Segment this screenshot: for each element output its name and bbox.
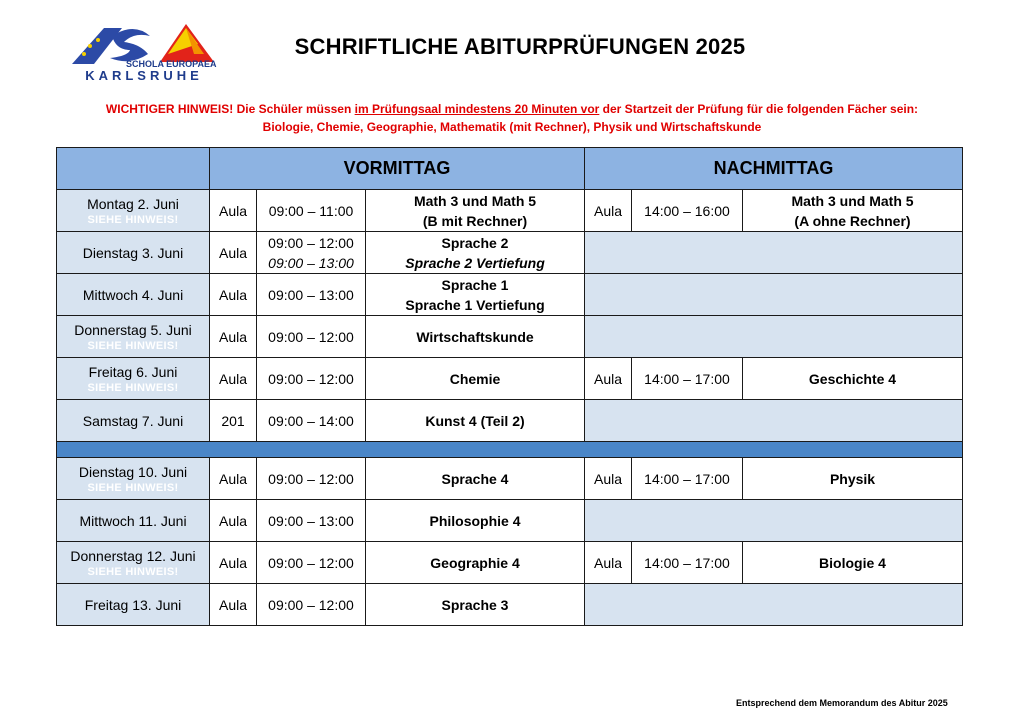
pm-subject-cell [743,458,963,500]
am-subject-cell [366,400,585,442]
pm-time: 14:00 – 17:00 [632,458,743,500]
header-day-cell [57,148,210,190]
am-time-alt: 09:00 – 13:00 [268,254,354,271]
am-subject-cell [366,458,585,500]
hint-label: SIEHE HINWEIS! [87,381,179,394]
am-time-cell [257,190,366,232]
day-cell [57,232,210,274]
am-subject: Sprache 2 [441,234,509,251]
pm-time: 14:00 – 16:00 [632,190,743,232]
pm-empty-cell [585,400,963,442]
day-name: Mittwoch 4. Juni [82,286,184,303]
pm-room: Aula [585,358,632,400]
pm-time: 14:00 – 17:00 [632,542,743,584]
notice-lead: WICHTIGER HINWEIS! Die Schüler müssen [105,102,355,116]
day-name: Dienstag 10. Juni [78,463,188,480]
day-cell [57,190,210,232]
am-time-cell [257,584,366,626]
am-subject: Wirtschaftskunde [416,328,534,345]
schedule-row [57,458,963,500]
day-cell [57,400,210,442]
am-subject: Sprache 3 [441,596,509,613]
schedule-row [57,542,963,584]
am-subject-cell [366,500,585,542]
am-room: Aula [210,316,257,358]
day-name: Freitag 13. Juni [84,596,182,613]
pm-empty-cell [585,584,963,626]
hint-label: SIEHE HINWEIS! [87,565,179,578]
am-subject-cell [366,274,585,316]
header-afternoon [585,148,963,190]
notice-line-1 [40,100,984,118]
am-time: 09:00 – 12:00 [268,596,354,613]
week-separator [57,442,963,458]
am-room: Aula [210,232,257,274]
schedule-row [57,500,963,542]
header-row [57,148,963,190]
am-subject-detail: Sprache 2 Vertiefung [405,254,545,271]
day-name: Freitag 6. Juni [88,363,178,380]
schedule-row [57,232,963,274]
am-time: 09:00 – 12:00 [268,370,354,387]
morning-label: VORMITTAG [343,158,451,178]
am-time: 09:00 – 14:00 [268,412,354,429]
pm-subject: Geschichte 4 [808,370,897,387]
day-cell [57,458,210,500]
day-name: Dienstag 3. Juni [82,244,184,261]
pm-subject: Physik [829,470,876,487]
hint-label: SIEHE HINWEIS! [87,339,179,352]
am-time-cell [257,458,366,500]
am-time: 09:00 – 13:00 [268,286,354,303]
notice-underlined: im Prüfungsaal mindestens 20 Minuten vor [354,102,600,116]
am-time: 09:00 – 12:00 [268,328,354,345]
pm-subject-detail: (A ohne Rechner) [794,212,911,229]
pm-time: 14:00 – 17:00 [632,358,743,400]
day-name: Montag 2. Juni [87,195,179,212]
am-subject: Kunst 4 (Teil 2) [425,412,525,429]
pm-empty-cell [585,232,963,274]
notice-subjects: Biologie, Chemie, Geographie, Mathematik (mit Rechner), Physik und Wirtschaftskunde [262,120,762,134]
page-title: SCHRIFTLICHE ABITURPRÜFUNGEN 2025 [294,34,746,59]
am-time: 09:00 – 11:00 [268,202,354,219]
logo-wordmark: SCHOLA EUROPAEA [126,59,217,69]
am-time-cell [257,316,366,358]
day-cell [57,274,210,316]
pm-room: Aula [585,458,632,500]
schedule-row [57,584,963,626]
day-cell [57,316,210,358]
am-room: Aula [210,358,257,400]
schola-europaea-logo-icon [64,14,224,70]
important-notice [40,100,984,136]
am-time-cell [257,542,366,584]
am-subject: Chemie [449,370,501,387]
am-subject-detail: Sprache 1 Vertiefung [405,296,545,313]
am-time-cell [257,274,366,316]
schedule-row [57,400,963,442]
pm-room: Aula [585,542,632,584]
am-subject: Sprache 1 [441,276,509,293]
am-time: 09:00 – 12:00 [268,554,354,571]
am-room: Aula [210,500,257,542]
day-cell [57,358,210,400]
logo-city: KARLSRUHE [85,68,203,83]
am-room: 201 [210,400,257,442]
day-name: Donnerstag 12. Juni [70,547,196,564]
exam-schedule-table [56,147,963,626]
am-subject-detail: (B mit Rechner) [422,212,528,229]
am-subject: Sprache 4 [441,470,509,487]
am-time-cell [257,400,366,442]
hint-label: SIEHE HINWEIS! [87,213,179,226]
am-room: Aula [210,458,257,500]
am-time: 09:00 – 12:00 [268,470,354,487]
am-time-cell [257,500,366,542]
am-time-cell [257,358,366,400]
day-cell [57,542,210,584]
am-subject: Math 3 und Math 5 [413,192,537,209]
am-time: 09:00 – 13:00 [268,512,354,529]
schedule-row [57,274,963,316]
am-subject-cell [366,542,585,584]
am-subject-cell [366,316,585,358]
header-morning [210,148,585,190]
schedule-row [57,190,963,232]
am-room: Aula [210,584,257,626]
afternoon-label: NACHMITTAG [713,158,834,178]
am-room: Aula [210,190,257,232]
week-separator-cell [57,442,963,458]
day-name: Mittwoch 11. Juni [79,512,187,529]
day-cell [57,500,210,542]
am-subject-cell [366,232,585,274]
pm-subject: Biologie 4 [819,554,886,571]
am-subject: Geographie 4 [430,554,520,571]
pm-subject: Math 3 und Math 5 [791,192,914,209]
am-subject-cell [366,584,585,626]
am-time: 09:00 – 12:00 [268,234,354,251]
school-logo [64,14,224,86]
pm-subject-cell [743,542,963,584]
pm-room: Aula [585,190,632,232]
schedule-row [57,358,963,400]
pm-subject-cell [743,190,963,232]
am-subject-cell [366,190,585,232]
day-cell [57,584,210,626]
am-room: Aula [210,274,257,316]
footer-note: Entsprechend dem Memorandum des Abitur 2025 [736,698,948,708]
pm-empty-cell [585,500,963,542]
am-subject-cell [366,358,585,400]
pm-empty-cell [585,274,963,316]
pm-subject-cell [743,358,963,400]
day-name: Donnerstag 5. Juni [74,321,192,338]
schedule-row [57,316,963,358]
day-name: Samstag 7. Juni [82,412,184,429]
hint-label: SIEHE HINWEIS! [87,481,179,494]
am-time-cell [257,232,366,274]
am-room: Aula [210,542,257,584]
notice-rest: der Startzeit der Prüfung für die folgenden Fächer sein: [599,102,919,116]
am-subject: Philosophie 4 [429,512,521,529]
pm-empty-cell [585,316,963,358]
